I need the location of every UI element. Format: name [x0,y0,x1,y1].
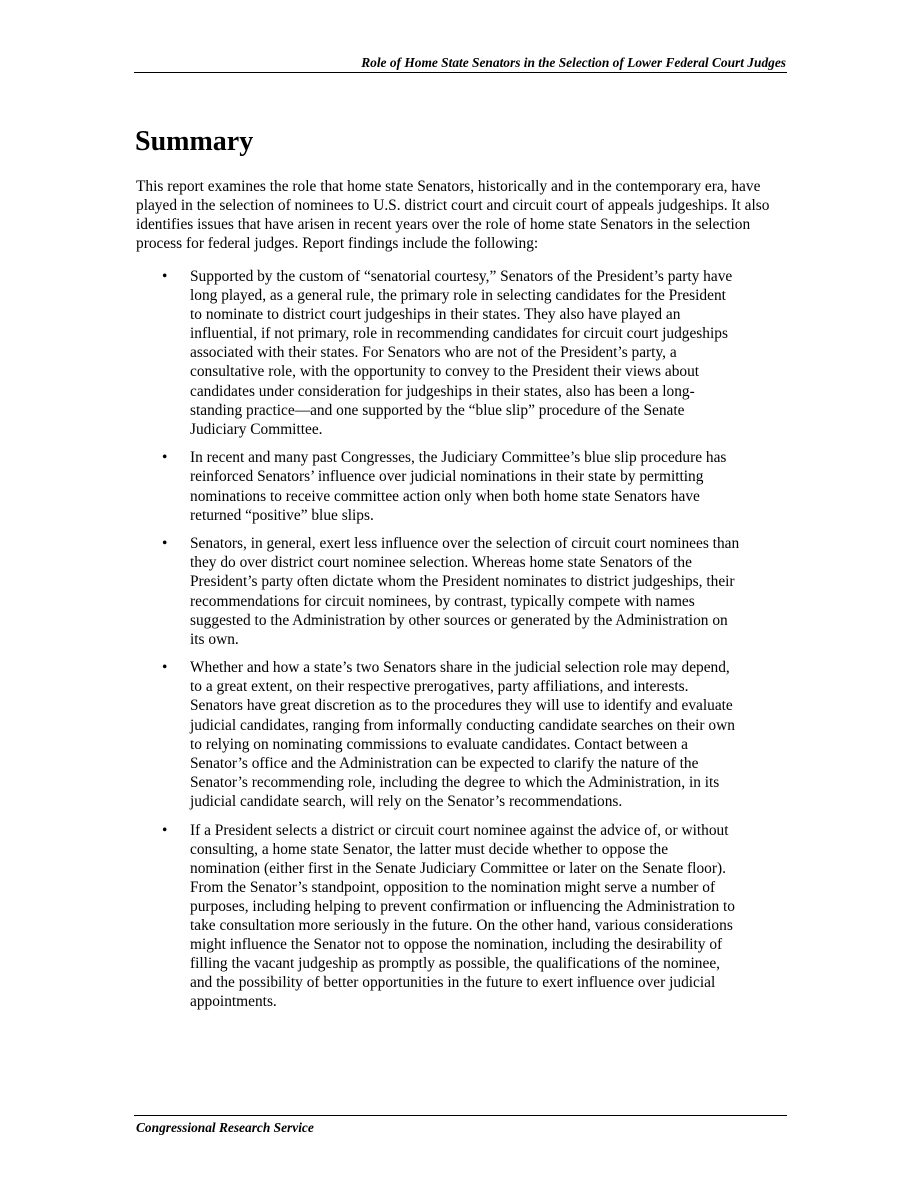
bullet-icon: • [162,821,168,839]
header-divider [134,72,787,73]
footer-organization: Congressional Research Service [136,1120,314,1135]
intro-paragraph: This report examines the role that home state Senators, historically and in the contemporary era, have played in the selection of nominees to U.S. district court and circuit court of appeals judgeships. It also identifies issues that have arisen in recent years over the role of home state Senators in the selection process for federal judges. Report findings include the following: [136,178,770,253]
list-item [136,267,740,439]
bullet-icon: • [162,449,168,467]
bullet-icon: • [162,659,168,677]
list-item-text: Supported by the custom of “senatorial courtesy,” Senators of the President’s party have long played, as a general rule, the primary role in selecting candidates for the President to nominate to district court judgeships in their states. They also have played an influential, if not primary, role in recommending candidates for circuit court judgeships associated with their states. For Senators who are not of the President’s party, a consultative role, with the opportunity to convey to the President their views about candidates under consideration for judgeships in their states, also has been a long-standing practice—and one supported by the “blue slip” procedure of the Senate Judiciary Committee. [190,268,733,438]
list-item [136,658,740,811]
footer-divider [134,1115,787,1116]
list-item [136,448,740,524]
findings-list [136,267,786,1021]
bullet-icon: • [162,535,168,553]
list-item [136,821,740,1012]
list-item-text: In recent and many past Congresses, the Judiciary Committee’s blue slip procedure has reinforced Senators’ influence over judicial nominations in their state by permitting nominations to receive committee action only when both home state Senators have returned “positive” blue slips. [190,449,727,524]
section-heading: Summary [135,126,254,157]
list-item-text: Senators, in general, exert less influence over the selection of circuit court nominees than they do over district court nominee selection. Whereas home state Senators of the President’s party often dictate whom the President nominates to district judgeships, their recommendations for circuit nominees, by contrast, typically compete with names suggested to the Administration by other sources or generated by the Administration on its own. [190,535,740,648]
list-item [136,534,740,649]
list-item-text: Whether and how a state’s two Senators share in the judicial selection role may depend, to a great extent, on their respective prerogatives, party affiliations, and interests. Senators have great discretion as to the procedures they will use to identify and evaluate judicial candidates, ranging from informally conducting candidate searches on their own to relying on nominating commissions to evaluate candidates. Contact between a Senator’s office and the Administration can be expected to clarify the nature of the Senator’s recommending role, including the degree to which the Administration, in its judicial candidate search, will rely on the Senator’s recommendations. [190,659,735,810]
bullet-icon: • [162,268,168,285]
running-header-title: Role of Home State Senators in the Selection of Lower Federal Court Judges [361,55,786,70]
list-item-text: If a President selects a district or circuit court nominee against the advice of, or without consulting, a home state Senator, the latter must decide whether to oppose the nomination (either first in the Senate Judiciary Committee or later on the Senate floor). From the Senator’s standpoint, opposition to the nomination might serve a number of purposes, including helping to prevent confirmation or influencing the Administration to take consultation more seriously in the future. On the other hand, various considerations might influence the Senator not to oppose the nomination, including the desirability of filling the vacant judgeship as promptly as possible, the qualifications of the nominee, and the possibility of better opportunities in the future to exert influence over judicial appointments. [190,821,735,1011]
